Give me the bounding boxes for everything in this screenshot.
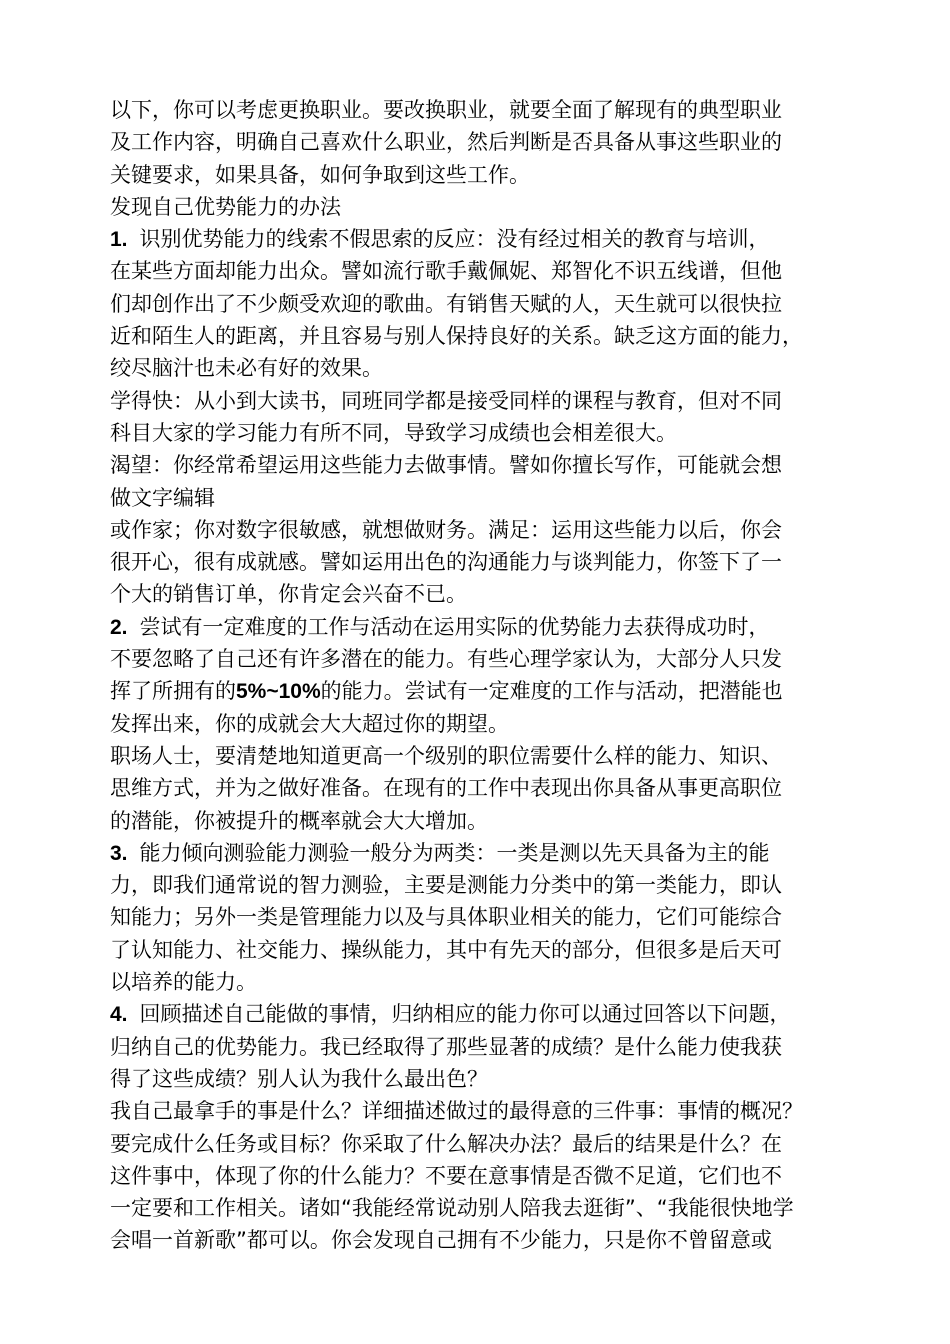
text-line: 以培养的能力。 [110,970,257,995]
text-line [110,675,870,707]
text-line: 职场人士，要清楚地知道更高一个级别的职位需要什么样的能力、知识、 [110,743,782,768]
text-line: 我自己最拿手的事是什么？详细描述做过的最得意的三件事：事情的概况？ [110,1099,803,1124]
bold-percentage: 5%~10% [236,680,321,704]
item-text: 尝试有一定难度的工作与活动在运用实际的优势能力去获得成功时， [139,614,770,639]
text-line: 绞尽脑汁也未必有好的效果。 [110,356,383,381]
text-line: 近和陌生人的距离，并且容易与别人保持良好的关系。缺乏这方面的能力， [110,324,803,349]
text-line: 及工作内容，明确自己喜欢什么职业，然后判断是否具备从事这些职业的 [110,130,782,155]
text-line: 关键要求，如果具备，如何争取到这些工作。 [110,162,530,187]
text-line: 力，即我们通常说的智力测验，主要是测能力分类中的第一类能力，即认 [110,873,782,898]
item-number: 1. [110,228,128,252]
text-line: 得了这些成绩？别人认为我什么最出色？ [110,1066,488,1091]
text-line: 要完成什么任务或目标？你采取了什么解决办法？最后的结果是什么？在 [110,1131,782,1156]
text-line: 知能力；另外一类是管理能力以及与具体职业相关的能力，它们可能综合 [110,905,782,930]
text-line: 或作家；你对数字很敏感，就想做财务。满足：运用这些能力以后，你会 [110,517,782,542]
text-line: 个大的销售订单，你肯定会兴奋不已。 [110,582,467,607]
numbered-item-2 [110,611,870,643]
text-line: 学得快：从小到大读书，同班同学都是接受同样的课程与教育，但对不同 [110,388,782,413]
text-line: 了认知能力、社交能力、操纵能力，其中有先天的部分，但很多是后天可 [110,937,782,962]
item-number: 4. [110,1003,128,1027]
text-line: 会唱一首新歌”都可以。你会发现自己拥有不少能力，只是你不曾留意或 [110,1228,772,1253]
text-line: 一定要和工作相关。诸如“我能经常说动别人陪我去逛街”、“我能很快地学 [110,1196,794,1221]
text-line: 的潜能，你被提升的概率就会大大增加。 [110,808,488,833]
text-line: 们却创作出了不少颇受欢迎的歌曲。有销售天赋的人，天生就可以很快拉 [110,291,782,316]
numbered-item-3 [110,837,870,869]
text-line: 很开心，很有成就感。譬如运用出色的沟通能力与谈判能力，你签下了一 [110,550,782,575]
text-line: 归纳自己的优势能力。我已经取得了那些显著的成绩？是什么能力使我获 [110,1034,782,1059]
item-text: 回顾描述自己能做的事情，归纳相应的能力你可以通过回答以下问题， [139,1002,791,1027]
text-line: 在某些方面却能力出众。譬如流行歌手戴佩妮、郑智化不识五线谱，但他 [110,259,782,284]
section-heading: 发现自己优势能力的办法 [110,194,341,219]
text-line: 以下，你可以考虑更换职业。要改换职业，就要全面了解现有的典型职业 [110,98,782,122]
text-line: 这件事中，体现了你的什么能力？不要在意事情是否微不足道，它们也不 [110,1163,782,1188]
numbered-item-4 [110,998,870,1030]
text-line: 渴望：你经常希望运用这些能力去做事情。譬如你擅长写作，可能就会想 [110,453,782,478]
text-line: 做文字编辑 [110,485,215,510]
text-line: 科目大家的学习能力有所不同，导致学习成绩也会相差很大。 [110,420,677,445]
text-segment: 的能力。尝试有一定难度的工作与活动，把潜能也 [320,679,783,704]
numbered-item-1 [110,223,870,255]
text-segment: 挥了所拥有的 [110,679,236,704]
text-line: 思维方式，并为之做好准备。在现有的工作中表现出你具备从事更高职位 [110,776,782,801]
item-text: 能力倾向测验能力测验一般分为两类：一类是测以先天具备为主的能 [139,840,770,865]
text-line: 不要忽略了自己还有许多潜在的能力。有些心理学家认为，大部分人只发 [110,647,782,672]
item-text: 识别优势能力的线索不假思索的反应：没有经过相关的教育与培训， [139,227,770,252]
text-line: 发挥出来，你的成就会大大超过你的期望。 [110,711,509,736]
item-number: 2. [110,615,128,639]
document-body [110,94,870,1257]
item-number: 3. [110,841,128,865]
